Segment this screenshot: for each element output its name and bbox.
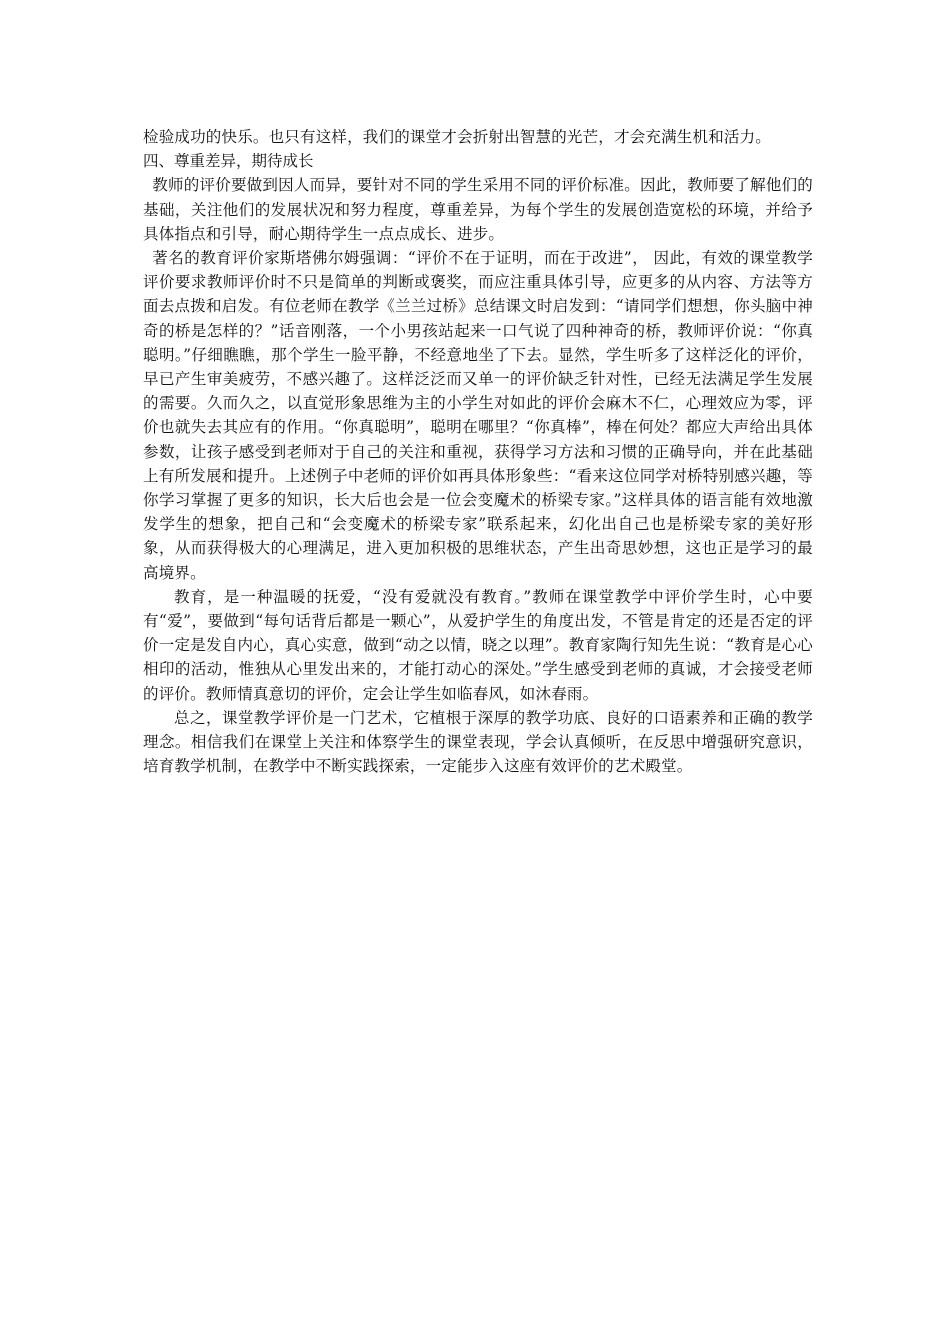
section-heading: 四、尊重差异，期待成长: [143, 152, 314, 171]
document-page: [143, 125, 813, 778]
paragraph-continuation: 检验成功的快乐。也只有这样，我们的课堂才会折射出智慧的光芒，才会充满生机和活力。: [143, 128, 772, 146]
paragraph-specific-guidance: 著名的教育评价家斯塔佛尔姆强调：“评价不在于证明，而在于改进”， 因此，有效的课堂教学评价要求教师评价时不只是简单的判断或褒奖，而应注重具体引导，应更多的从内容、方法等方面去点拨和启发。有位老师在教学《兰兰过桥》总结课文时启发到：“请同学们想想，你头脑中神奇的桥是怎样的？”话音刚落，一个小男孩站起来一口气说了四种神奇的桥，教师评价说：“你真聪明。”仔细瞧瞧，那个学生一脸平静，不经意地坐了下去。显然，学生听多了这样泛化的评价，早已产生审美疲劳，不感兴趣了。这样泛泛而又单一的评价缺乏针对性，已经无法满足学生发展的需要。久而久之，以直觉形象思维为主的小学生对如此的评价会麻木不仁，心理效应为零，评价也就失去其应有的作用。“你真聪明”，聪明在哪里？“你真棒”，棒在何处？都应大声给出具体参数，让孩子感受到老师对于自己的关注和重视，获得学习方法和习惯的正确导向，并在此基础上有所发展和提升。上述例子中老师的评价如再具体形象些：“看来这位同学对桥特别感兴趣，等你学习掌握了更多的知识，长大后也会是一位会变魔术的桥梁专家。”这样具体的语言能有效地激发学生的想象，把自己和“会变魔术的桥梁专家”联系起来，幻化出自己也是桥梁专家的美好形象，从而获得极大的心理满足，进入更加积极的思维状态，产生出奇思妙想，这也正是学习的最高境界。: [143, 249, 813, 582]
paragraph-conclusion: 总之，课堂教学评价是一门艺术，它植根于深厚的教学功底、良好的口语素养和正确的教学理念。相信我们在课堂上关注和体察学生的课堂表现，学会认真倾听，在反思中增强研究意识，培育教学机制，在教学中不断实践探索，一定能步入这座有效评价的艺术殿堂。: [143, 708, 813, 776]
paragraph-love-in-education: 教育，是一种温暖的抚爱，“没有爱就没有教育。”教师在课堂教学中评价学生时，心中要有“爱”，要做到“每句话背后都是一颗心”，从爱护学生的角度出发，不管是肯定的还是否定的评价一定是发自内心，真心实意，做到“动之以情，晓之以理”。教育家陶行知先生说：“教育是心心相印的活动，惟独从心里发出来的，才能打动心的深处。”学生感受到老师的真诚，才会接受老师的评价。教师情真意切的评价，定会让学生如临春风，如沐春雨。: [143, 587, 813, 703]
paragraph-respect-differences: 教师的评价要做到因人而异，要针对不同的学生采用不同的评价标准。因此，教师要了解他们的基础，关注他们的发展状况和努力程度，尊重差异，为每个学生的发展创造宽松的环境，并给予具体指点和引导，耐心期待学生一点点成长、进步。: [143, 176, 813, 243]
